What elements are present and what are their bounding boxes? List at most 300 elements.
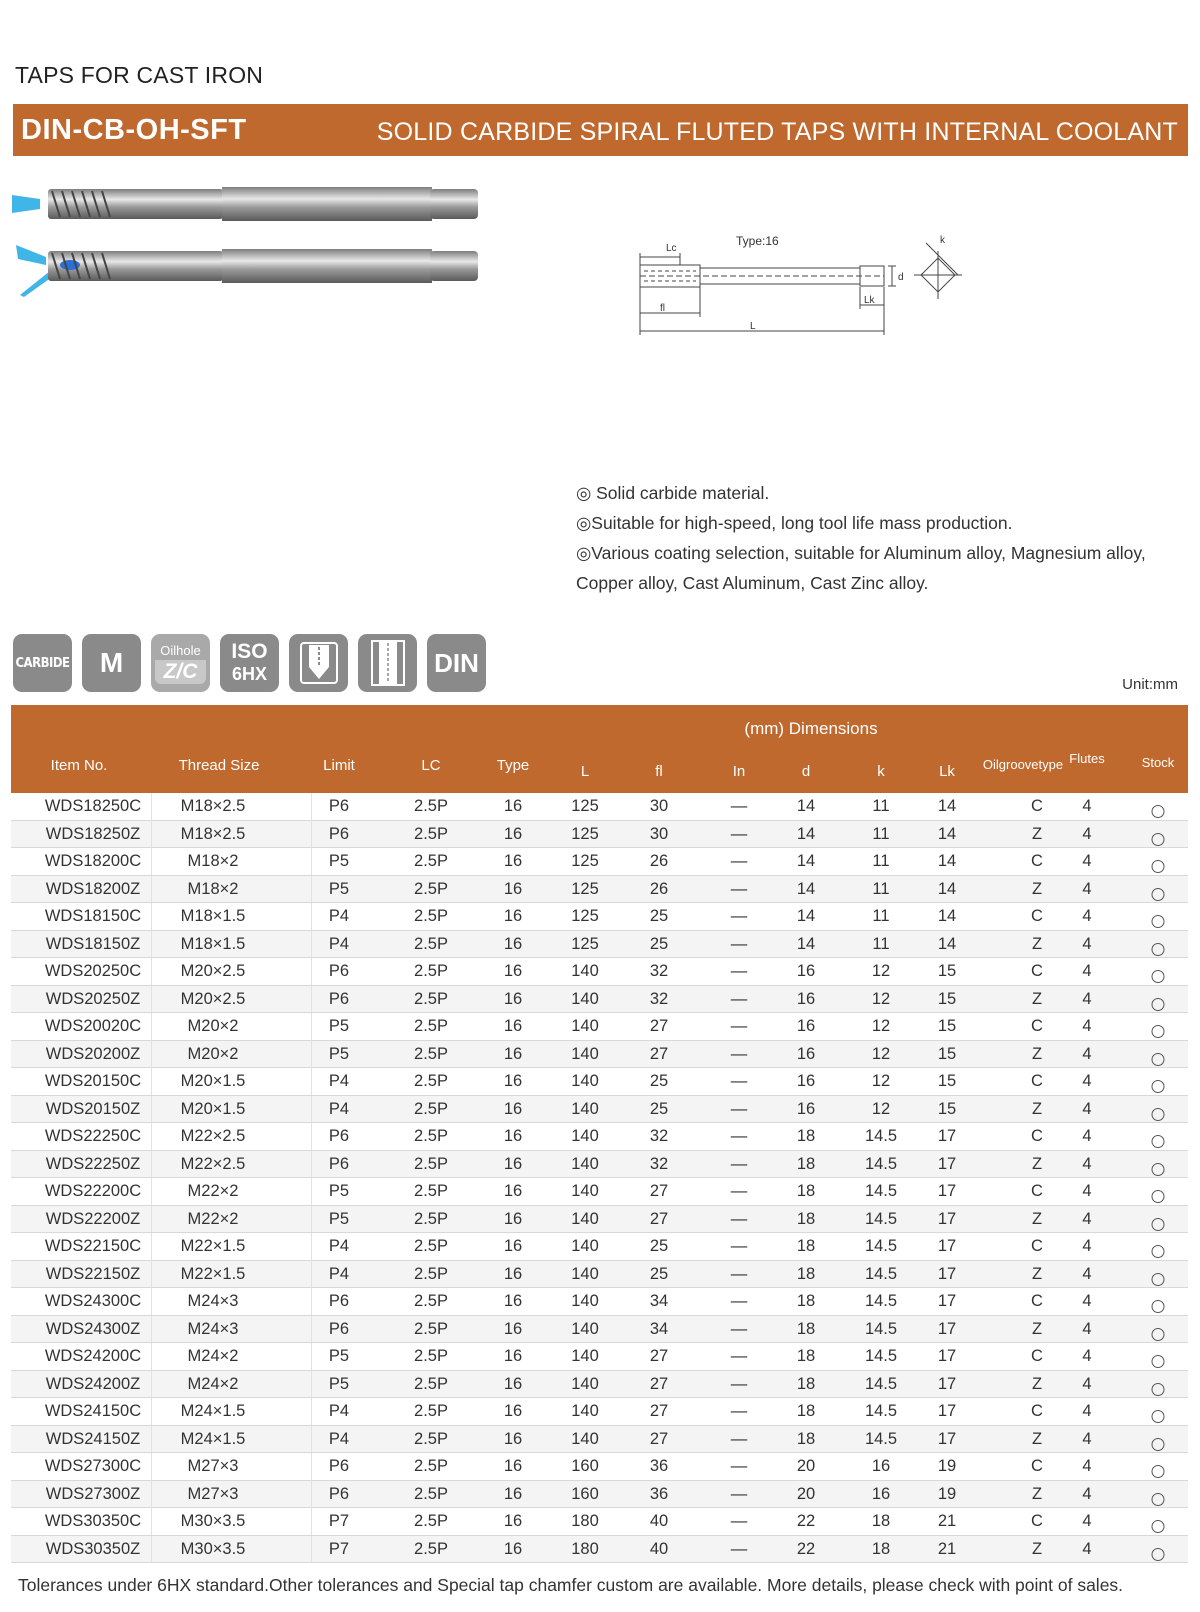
table-row — [11, 986, 1188, 1014]
cell-flutes: 4 — [1082, 1127, 1092, 1145]
cell-thread-size: M30×3.5 — [180, 1512, 246, 1530]
cell-thread-size: M24×2 — [187, 1347, 239, 1365]
cell-diameter-d: 20 — [796, 1484, 816, 1503]
circle-icon — [1152, 888, 1165, 901]
cell-item-no: WDS30350C — [44, 1512, 142, 1530]
cell-length-l: 140 — [571, 989, 599, 1008]
cell-item-no: WDS18150Z — [45, 934, 141, 953]
cell-square-k: 14.5 — [864, 1292, 898, 1310]
cell-thread-size: M24×1.5 — [180, 1429, 246, 1448]
cell-thread-size: M20×2.5 — [180, 989, 246, 1008]
cell-type: 16 — [503, 1347, 523, 1365]
cell-length-lk: 17 — [937, 1319, 957, 1338]
cell-length-fl: 27 — [649, 1017, 669, 1035]
cell-length-in: — — [730, 1319, 748, 1338]
cell-thread-size: M27×3 — [187, 1457, 239, 1475]
drawing-d-label: d — [898, 272, 904, 283]
cell-length-fl: 30 — [649, 797, 669, 815]
table-row — [11, 1536, 1188, 1564]
drawing-lc-label: Lc — [666, 243, 677, 254]
col-d: d — [801, 763, 811, 780]
cell-diameter-d: 18 — [796, 1429, 816, 1448]
cell-limit: P7 — [328, 1539, 350, 1558]
circle-icon — [1152, 1300, 1165, 1313]
cell-limit: P6 — [328, 797, 350, 815]
cell-length-lk: 15 — [937, 1017, 957, 1035]
cell-oilgroove-type: C — [1031, 1127, 1043, 1145]
blind-hole-icon — [289, 634, 348, 692]
cell-type: 16 — [503, 1127, 523, 1145]
cell-length-lk: 14 — [937, 879, 957, 898]
cell-limit: P4 — [328, 934, 350, 953]
cell-thread-size: M18×2 — [187, 852, 239, 870]
cell-flutes: 4 — [1082, 1429, 1092, 1448]
col-limit: Limit — [323, 757, 355, 774]
drawing-lk-label: Lk — [864, 295, 875, 306]
cell-length-in: — — [730, 1127, 748, 1145]
cell-length-lk: 15 — [937, 1044, 957, 1063]
cell-flutes: 4 — [1082, 1457, 1092, 1475]
cell-oilgroove-type: Z — [1031, 824, 1043, 843]
cell-square-k: 12 — [871, 1017, 891, 1035]
cell-flutes: 4 — [1082, 1237, 1092, 1255]
cell-length-in: — — [730, 1429, 748, 1448]
circle-icon — [1152, 1163, 1165, 1176]
cell-type: 16 — [503, 1182, 523, 1200]
column-divider — [151, 1261, 152, 1288]
cell-thread-size: M18×1.5 — [180, 907, 246, 925]
cell-length-l: 140 — [571, 1154, 599, 1173]
cell-oilgroove-type: C — [1031, 1292, 1043, 1310]
column-divider — [151, 848, 152, 875]
cell-length-lk: 17 — [937, 1374, 957, 1393]
dimensions-header: (mm) Dimensions — [744, 719, 878, 738]
cell-length-l: 160 — [571, 1484, 599, 1503]
cell-item-no: WDS22150Z — [45, 1264, 141, 1283]
cell-type: 16 — [503, 1292, 523, 1310]
cell-flutes: 4 — [1082, 797, 1092, 815]
cell-flutes: 4 — [1082, 1264, 1092, 1283]
cell-lc: 2.5P — [414, 1512, 448, 1530]
column-divider — [311, 958, 312, 985]
cell-length-lk: 15 — [937, 989, 957, 1008]
column-divider — [151, 876, 152, 903]
cell-length-l: 125 — [571, 824, 599, 843]
cell-lc: 2.5P — [414, 824, 448, 843]
cell-square-k: 16 — [871, 1484, 891, 1503]
column-divider — [151, 1233, 152, 1260]
cell-item-no: WDS22250Z — [45, 1154, 141, 1173]
cell-type: 16 — [503, 879, 523, 898]
cell-thread-size: M27×3 — [187, 1484, 239, 1503]
table-row — [11, 821, 1188, 849]
cell-length-fl: 27 — [649, 1347, 669, 1365]
cell-item-no: WDS24150Z — [45, 1429, 141, 1448]
cell-oilgroove-type: Z — [1031, 1044, 1043, 1063]
cell-length-fl: 27 — [649, 1182, 669, 1200]
cell-oilgroove-type: Z — [1031, 879, 1043, 898]
cell-length-fl: 32 — [649, 1127, 669, 1145]
col-item: Item No. — [50, 757, 108, 774]
cell-length-l: 140 — [571, 1099, 599, 1118]
table-row — [11, 1453, 1188, 1481]
col-l: L — [580, 763, 590, 780]
table-row — [11, 1096, 1188, 1124]
cell-length-l: 160 — [571, 1457, 599, 1475]
column-divider — [151, 958, 152, 985]
column-divider — [151, 1151, 152, 1178]
cell-square-k: 14.5 — [864, 1402, 898, 1420]
cell-item-no: WDS20150Z — [45, 1099, 141, 1118]
cell-length-fl: 40 — [649, 1512, 669, 1530]
cell-lc: 2.5P — [414, 797, 448, 815]
cell-length-lk: 19 — [937, 1457, 957, 1475]
cell-diameter-d: 22 — [796, 1512, 816, 1530]
cell-square-k: 11 — [872, 879, 890, 898]
cell-square-k: 16 — [871, 1457, 891, 1475]
cell-type: 16 — [503, 1539, 523, 1558]
iso-tolerance-icon: ISO 6HX — [220, 634, 279, 692]
cell-item-no: WDS20200Z — [45, 1044, 141, 1063]
cell-thread-size: M18×1.5 — [180, 934, 246, 953]
cell-length-fl: 27 — [649, 1209, 669, 1228]
table-row — [11, 848, 1188, 876]
cell-flutes: 4 — [1082, 1512, 1092, 1530]
table-row — [11, 1068, 1188, 1096]
cell-length-in: — — [730, 797, 748, 815]
cell-flutes: 4 — [1082, 1182, 1092, 1200]
cell-type: 16 — [503, 1402, 523, 1420]
cell-oilgroove-type: C — [1031, 1182, 1043, 1200]
cell-type: 16 — [503, 1099, 523, 1118]
cell-length-in: — — [730, 1512, 748, 1530]
cell-length-l: 140 — [571, 1127, 599, 1145]
cell-thread-size: M18×2 — [187, 879, 239, 898]
cell-length-lk: 17 — [937, 1347, 957, 1365]
cell-thread-size: M24×3 — [187, 1292, 239, 1310]
column-divider — [311, 1261, 312, 1288]
cell-length-fl: 25 — [649, 934, 669, 953]
cell-flutes: 4 — [1082, 1319, 1092, 1338]
cell-flutes: 4 — [1082, 934, 1092, 953]
cell-type: 16 — [503, 962, 523, 980]
cell-limit: P4 — [328, 1264, 350, 1283]
cell-diameter-d: 18 — [796, 1319, 816, 1338]
cell-lc: 2.5P — [414, 1402, 448, 1420]
cell-flutes: 4 — [1082, 1484, 1092, 1503]
column-divider — [151, 1206, 152, 1233]
cell-thread-size: M20×1.5 — [180, 1072, 246, 1090]
cell-limit: P6 — [328, 962, 350, 980]
cell-length-in: — — [730, 1017, 748, 1035]
cell-length-l: 140 — [571, 1374, 599, 1393]
spec-icon-row — [13, 634, 486, 692]
cell-diameter-d: 20 — [796, 1457, 816, 1475]
table-row — [11, 1426, 1188, 1454]
cell-lc: 2.5P — [414, 1484, 448, 1503]
cell-lc: 2.5P — [414, 907, 448, 925]
column-divider — [311, 1481, 312, 1508]
column-divider — [311, 1508, 312, 1535]
cell-length-l: 140 — [571, 962, 599, 980]
cell-square-k: 12 — [871, 989, 891, 1008]
circle-icon — [1152, 1245, 1165, 1258]
cell-thread-size: M24×3 — [187, 1319, 239, 1338]
cell-lc: 2.5P — [414, 1457, 448, 1475]
product-code: DIN-CB-OH-SFT — [21, 114, 247, 146]
circle-icon — [1152, 970, 1165, 983]
cell-length-l: 125 — [571, 879, 599, 898]
column-divider — [311, 1426, 312, 1453]
cell-length-in: — — [730, 989, 748, 1008]
cell-diameter-d: 16 — [796, 1099, 816, 1118]
circle-icon — [1152, 1328, 1165, 1341]
table-row — [11, 1481, 1188, 1509]
column-divider — [151, 1481, 152, 1508]
col-oilgroove: Oilgroovetype — [982, 757, 1064, 772]
cell-oilgroove-type: Z — [1031, 1319, 1043, 1338]
cell-lc: 2.5P — [414, 1237, 448, 1255]
cell-length-in: — — [730, 1209, 748, 1228]
cell-length-lk: 17 — [937, 1154, 957, 1173]
cell-lc: 2.5P — [414, 1127, 448, 1145]
cell-limit: P7 — [328, 1512, 350, 1530]
col-in: In — [732, 763, 746, 780]
tap-product-image — [10, 185, 490, 305]
cell-oilgroove-type: Z — [1031, 1264, 1043, 1283]
cell-length-fl: 36 — [649, 1484, 669, 1503]
circle-icon — [1152, 1355, 1165, 1368]
cell-thread-size: M20×2.5 — [180, 962, 246, 980]
circle-icon — [1152, 915, 1165, 928]
tap-image-top — [12, 187, 478, 221]
cell-length-fl: 30 — [649, 824, 669, 843]
cell-type: 16 — [503, 1374, 523, 1393]
cell-item-no: WDS22200C — [44, 1182, 142, 1200]
cell-limit: P4 — [328, 1072, 350, 1090]
cell-type: 16 — [503, 934, 523, 953]
cell-item-no: WDS22200Z — [45, 1209, 141, 1228]
unit-label: Unit:mm — [1122, 676, 1178, 693]
cell-length-lk: 15 — [937, 962, 957, 980]
cell-diameter-d: 18 — [796, 1154, 816, 1173]
column-divider — [151, 1068, 152, 1095]
cell-length-lk: 17 — [937, 1237, 957, 1255]
cell-length-fl: 27 — [649, 1429, 669, 1448]
cell-oilgroove-type: Z — [1031, 1484, 1043, 1503]
cell-limit: P5 — [328, 1044, 350, 1063]
circle-icon — [1152, 833, 1165, 846]
cell-length-fl: 36 — [649, 1457, 669, 1475]
circle-icon — [1152, 1190, 1165, 1203]
cell-limit: P5 — [328, 852, 350, 870]
cell-limit: P5 — [328, 1209, 350, 1228]
cell-oilgroove-type: Z — [1031, 1539, 1043, 1558]
cell-length-in: — — [730, 1154, 748, 1173]
cell-length-in: — — [730, 1072, 748, 1090]
cell-flutes: 4 — [1082, 1072, 1092, 1090]
feature-item: Copper alloy, Cast Aluminum, Cast Zinc alloy. — [576, 573, 929, 593]
cell-diameter-d: 14 — [796, 879, 816, 898]
cell-length-fl: 32 — [649, 989, 669, 1008]
cell-square-k: 14.5 — [864, 1347, 898, 1365]
column-divider — [311, 1013, 312, 1040]
column-divider — [151, 1453, 152, 1480]
cell-type: 16 — [503, 852, 523, 870]
cell-type: 16 — [503, 1237, 523, 1255]
cell-length-l: 140 — [571, 1209, 599, 1228]
cell-length-lk: 15 — [937, 1099, 957, 1118]
col-k: k — [877, 763, 885, 780]
cell-thread-size: M22×2 — [187, 1182, 239, 1200]
cell-item-no: WDS18250C — [44, 797, 142, 815]
cell-square-k: 12 — [871, 1099, 891, 1118]
cell-length-l: 140 — [571, 1237, 599, 1255]
cell-item-no: WDS20250Z — [45, 989, 141, 1008]
column-divider — [151, 903, 152, 930]
cell-lc: 2.5P — [414, 1072, 448, 1090]
cell-diameter-d: 14 — [796, 907, 816, 925]
feature-item: ◎Suitable for high-speed, long tool life mass production. — [576, 513, 1013, 533]
cell-square-k: 14.5 — [864, 1182, 898, 1200]
cell-length-l: 140 — [571, 1264, 599, 1283]
cell-lc: 2.5P — [414, 1319, 448, 1338]
cell-item-no: WDS30350Z — [45, 1539, 141, 1558]
cell-length-fl: 27 — [649, 1374, 669, 1393]
circle-icon — [1152, 1438, 1165, 1451]
cell-lc: 2.5P — [414, 962, 448, 980]
cell-oilgroove-type: C — [1031, 797, 1043, 815]
cell-length-in: — — [730, 852, 748, 870]
column-divider — [311, 1371, 312, 1398]
cell-type: 16 — [503, 1512, 523, 1530]
cell-square-k: 12 — [871, 1072, 891, 1090]
cell-length-fl: 27 — [649, 1402, 669, 1420]
cell-flutes: 4 — [1082, 1539, 1092, 1558]
cell-flutes: 4 — [1082, 1402, 1092, 1420]
column-divider — [151, 1343, 152, 1370]
circle-icon — [1152, 860, 1165, 873]
cell-lc: 2.5P — [414, 879, 448, 898]
table-row — [11, 1123, 1188, 1151]
cell-lc: 2.5P — [414, 1429, 448, 1448]
cell-length-in: — — [730, 1182, 748, 1200]
table-row — [11, 1206, 1188, 1234]
col-stock: Stock — [1141, 755, 1175, 770]
cell-type: 16 — [503, 1072, 523, 1090]
column-divider — [311, 1068, 312, 1095]
cell-oilgroove-type: C — [1031, 907, 1043, 925]
cell-oilgroove-type: Z — [1031, 989, 1043, 1008]
circle-icon — [1152, 1218, 1165, 1231]
cell-length-lk: 14 — [937, 797, 957, 815]
col-lk: Lk — [939, 763, 955, 780]
circle-icon — [1152, 1548, 1165, 1561]
column-divider — [151, 1508, 152, 1535]
cell-type: 16 — [503, 1017, 523, 1035]
cell-length-in: — — [730, 1099, 748, 1118]
cell-lc: 2.5P — [414, 1017, 448, 1035]
cell-length-in: — — [730, 1484, 748, 1503]
cell-thread-size: M20×1.5 — [180, 1099, 246, 1118]
cell-item-no: WDS24150C — [44, 1402, 142, 1420]
cell-length-in: — — [730, 962, 748, 980]
cell-length-l: 125 — [571, 797, 599, 815]
column-divider — [151, 1096, 152, 1123]
cell-diameter-d: 18 — [796, 1264, 816, 1283]
cell-item-no: WDS22250C — [44, 1127, 142, 1145]
cell-lc: 2.5P — [414, 1264, 448, 1283]
circle-icon — [1152, 1383, 1165, 1396]
cell-limit: P5 — [328, 1347, 350, 1365]
cell-lc: 2.5P — [414, 1292, 448, 1310]
cell-square-k: 14.5 — [864, 1429, 898, 1448]
cell-oilgroove-type: C — [1031, 1237, 1043, 1255]
cell-thread-size: M20×2 — [187, 1044, 239, 1063]
cell-length-l: 180 — [571, 1539, 599, 1558]
footer-note: Tolerances under 6HX standard.Other tolerances and Special tap chamfer custom are available. More details, please check with point of sales. — [18, 1575, 1124, 1595]
circle-icon — [1152, 1025, 1165, 1038]
cell-item-no: WDS18150C — [44, 907, 142, 925]
cell-type: 16 — [503, 1319, 523, 1338]
cell-diameter-d: 18 — [796, 1182, 816, 1200]
cell-lc: 2.5P — [414, 1347, 448, 1365]
cell-square-k: 11 — [872, 907, 890, 925]
cell-length-lk: 17 — [937, 1292, 957, 1310]
cell-length-fl: 34 — [649, 1292, 669, 1310]
cell-lc: 2.5P — [414, 1154, 448, 1173]
cell-length-in: — — [730, 879, 748, 898]
cell-square-k: 14.5 — [864, 1319, 898, 1338]
table-body — [11, 793, 1188, 1563]
column-divider — [151, 1371, 152, 1398]
cell-diameter-d: 16 — [796, 962, 816, 980]
cell-diameter-d: 18 — [796, 1347, 816, 1365]
cell-diameter-d: 14 — [796, 934, 816, 953]
cell-length-lk: 14 — [937, 934, 957, 953]
cell-lc: 2.5P — [414, 852, 448, 870]
cell-flutes: 4 — [1082, 1292, 1092, 1310]
cell-diameter-d: 18 — [796, 1374, 816, 1393]
column-divider — [151, 793, 152, 820]
cell-item-no: WDS18200C — [44, 852, 142, 870]
tap-image-bottom — [16, 245, 478, 297]
cell-diameter-d: 18 — [796, 1209, 816, 1228]
cell-item-no: WDS24300C — [44, 1292, 142, 1310]
cell-length-fl: 25 — [649, 1264, 669, 1283]
cell-diameter-d: 14 — [796, 852, 816, 870]
cell-square-k: 14.5 — [864, 1127, 898, 1145]
cell-thread-size: M30×3.5 — [180, 1539, 246, 1558]
cell-thread-size: M18×2.5 — [180, 797, 246, 815]
cell-length-l: 140 — [571, 1402, 599, 1420]
cell-thread-size: M18×2.5 — [180, 824, 246, 843]
cell-length-lk: 15 — [937, 1072, 957, 1090]
cell-limit: P5 — [328, 1374, 350, 1393]
cell-flutes: 4 — [1082, 1044, 1092, 1063]
cell-length-l: 180 — [571, 1512, 599, 1530]
cell-diameter-d: 18 — [796, 1292, 816, 1310]
cell-flutes: 4 — [1082, 1154, 1092, 1173]
cell-flutes: 4 — [1082, 907, 1092, 925]
table-row — [11, 903, 1188, 931]
cell-length-fl: 25 — [649, 907, 669, 925]
cell-thread-size: M22×1.5 — [180, 1264, 246, 1283]
cell-oilgroove-type: C — [1031, 1457, 1043, 1475]
circle-icon — [1152, 943, 1165, 956]
table-row — [11, 931, 1188, 959]
cell-limit: P4 — [328, 1402, 350, 1420]
